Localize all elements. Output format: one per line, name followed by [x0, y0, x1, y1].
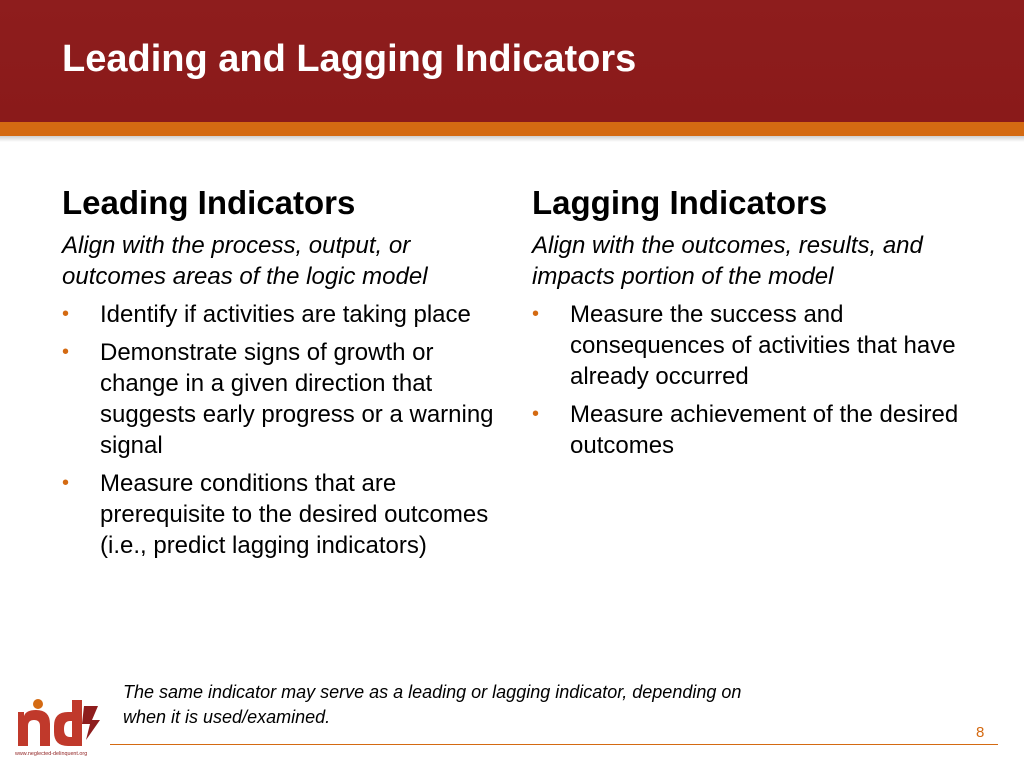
bullet-icon: • — [532, 303, 540, 325]
leading-indicators-list — [62, 299, 494, 561]
bullet-icon: • — [62, 341, 70, 363]
logo-caption: www.neglected-delinquent.org — [15, 751, 88, 757]
list-item-text: Measure achievement of the desired outcomes — [570, 401, 959, 459]
bullet-icon: • — [62, 472, 70, 494]
bullet-icon: • — [62, 303, 70, 325]
neglected-delinquent-logo — [14, 696, 104, 758]
slide-title: Leading and Lagging Indicators — [62, 38, 637, 80]
page-number: 8 — [976, 724, 985, 741]
list-item-text: Identify if activities are taking place — [100, 301, 471, 328]
lagging-indicators-heading: Lagging Indicators — [532, 184, 828, 221]
list-item-text: Measure conditions that are prerequisite to the desired outcomes (i.e., predict lagging indicators) — [100, 470, 489, 559]
leading-indicators-subheading: Align with the process, output, or outcomes areas of the logic model — [62, 232, 428, 290]
leading-indicators-heading: Leading Indicators — [62, 184, 356, 221]
footnote: The same indicator may serve as a leading or lagging indicator, depending on when it is used/examined. — [123, 682, 742, 727]
title-bar — [0, 0, 1024, 122]
accent-band-shadow — [0, 136, 1024, 142]
accent-band — [0, 122, 1024, 136]
lagging-indicators-column — [532, 181, 972, 461]
list-item — [62, 299, 494, 330]
lagging-indicators-list — [532, 299, 972, 461]
list-item-text: Measure the success and consequences of activities that have already occurred — [570, 301, 956, 390]
list-item-text: Demonstrate signs of growth or change in a given direction that suggests early progress or a warning signal — [100, 339, 494, 459]
leading-indicators-column — [62, 181, 494, 561]
lagging-indicators-subheading: Align with the outcomes, results, and impacts portion of the model — [532, 232, 923, 290]
list-item — [532, 399, 972, 461]
list-item — [62, 468, 494, 561]
footer-divider — [110, 744, 998, 745]
list-item — [532, 299, 972, 392]
bullet-icon: • — [532, 403, 540, 425]
list-item — [62, 337, 494, 461]
